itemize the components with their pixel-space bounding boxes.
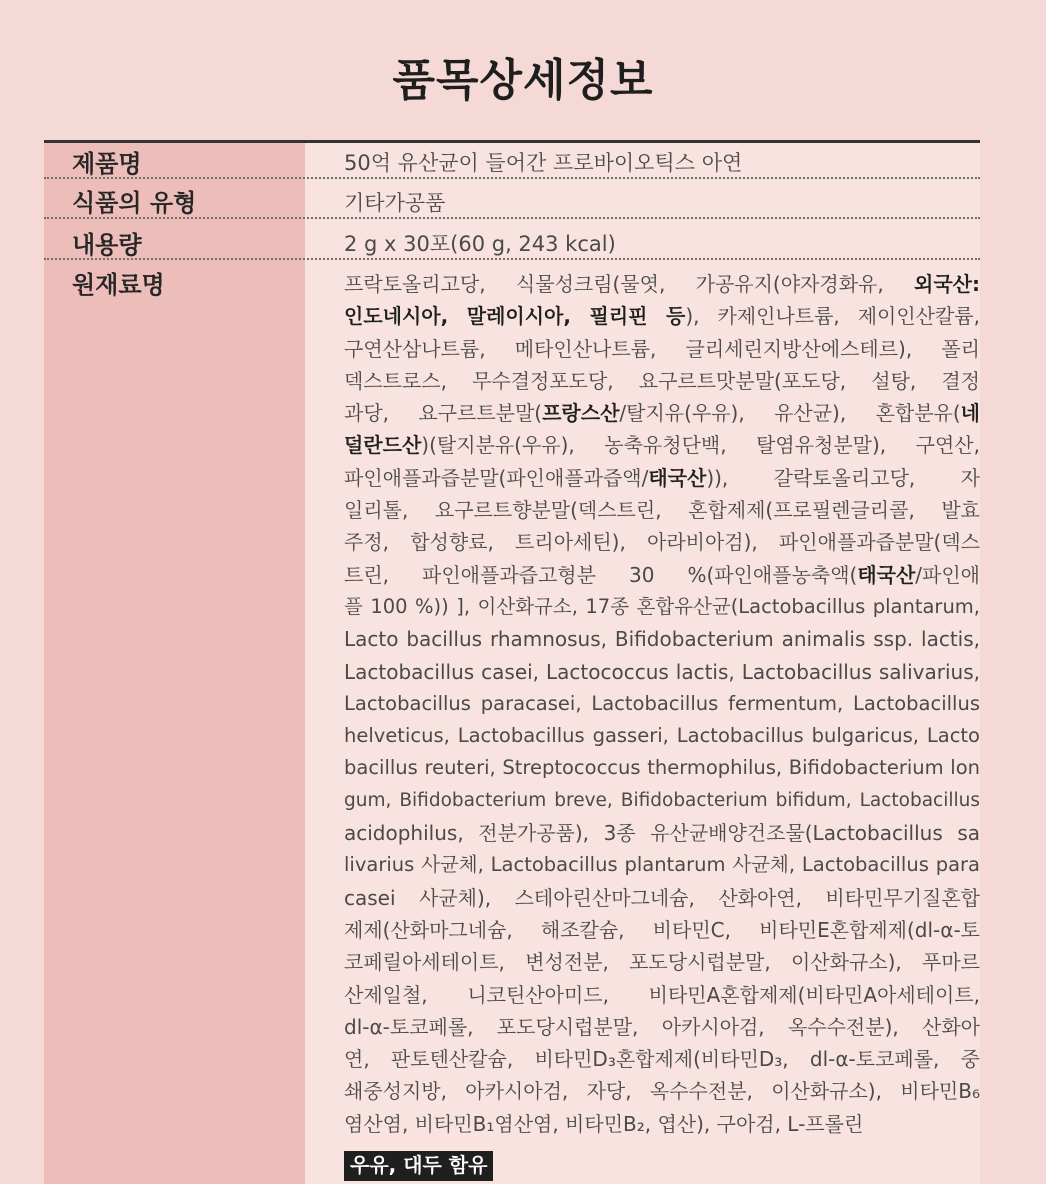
ingredient-line (344, 462, 980, 494)
product-name-value: 50억 유산균이 들어간 프로바이오틱스 아연 (344, 151, 743, 175)
ingredient-text: helveticus, Lactobacillus gasseri, Lactobacillus bulgaricus, Lacto (344, 724, 980, 748)
ingredient-line (344, 397, 980, 429)
allergen-badge: 우유, 대두 함유 (344, 1151, 493, 1181)
ingredient-line (344, 656, 980, 688)
ingredient-text: 주정, 합성향료, 트리아세틴), 아라비아검), 파인애플과즙분말(덱스 (344, 530, 980, 555)
ingredient-line (344, 333, 980, 365)
ingredient-text: ), 카제인나트륨, 제이인산칼륨, (685, 304, 980, 329)
ingredient-line (344, 300, 980, 332)
ingredient-line (344, 688, 980, 720)
ingredient-line (344, 365, 980, 397)
product-name-label: 제품명 (72, 150, 142, 178)
ingredient-text: 일리톨, 요구르트향분말(덱스트린, 혼합제제(프로필렌글리콜, 발효 (344, 498, 980, 523)
ingredient-line (344, 946, 980, 978)
ingredient-text: 파인애플과즙분말(파인애플과즙액/ (344, 465, 649, 490)
content-amount-value: 2 g x 30포(60 g, 243 kcal) (344, 232, 616, 256)
page-title: 품목상세정보 (392, 55, 654, 106)
origin-highlight: 태국산 (648, 465, 707, 490)
ingredient-text: casei 사균체), 스테아린산마그네슘, 산화아연, 비타민무기질혼합 (344, 885, 980, 910)
row-divider (44, 177, 980, 179)
ingredient-line (344, 623, 980, 655)
row-divider (44, 217, 980, 219)
ingredient-text: 제제(산화마그네슘, 해조칼슘, 비타민C, 비타민E혼합제제(dl-α-토 (344, 917, 980, 942)
ingredient-line (344, 429, 980, 461)
origin-highlight: 인도네시아, 말레이시아, 필리핀 등 (344, 304, 686, 329)
food-type-value: 기타가공품 (344, 191, 446, 215)
row-divider (44, 258, 980, 260)
ingredient-text: 프락토올리고당, 식물성크림(물엿, 가공유지(야자경화유, (344, 272, 915, 296)
ingredient-text: 연, 판토텐산칼슘, 비타민D₃혼합제제(비타민D₃, dl-α-토코페롤, 중 (344, 1047, 980, 1072)
ingredient-text: Lactobacillus casei, Lactococcus lactis, Lactobacillus salivarius, (344, 659, 980, 684)
ingredient-line (344, 914, 980, 946)
product-info-table (44, 140, 980, 1184)
ingredient-line (344, 1043, 980, 1075)
ingredient-text: 코페릴아세테이트, 변성전분, 포도당시럽분말, 이산화규소), 푸마르 (344, 950, 980, 975)
ingredient-line (344, 882, 980, 914)
ingredient-line (344, 526, 980, 558)
food-type-label: 식품의 유형 (72, 189, 197, 217)
ingredient-line (344, 785, 980, 817)
ingredient-line (344, 752, 980, 784)
origin-highlight: 태국산 (857, 562, 916, 587)
ingredient-text: 덱스트로스, 무수결정포도당, 요구르트맛분말(포도당, 설탕, 결정 (344, 368, 980, 393)
ingredients-label: 원재료명 (72, 271, 165, 299)
ingredient-text: /탈지유(우유), 유산균), 혼합분유( (619, 401, 961, 426)
ingredient-line (344, 979, 980, 1011)
origin-highlight: 네 (960, 401, 980, 426)
ingredient-text: 염산염, 비타민B₁염산염, 비타민B₂, 엽산), 구아검, L-프롤린 (344, 1111, 864, 1136)
ingredient-text: gum, Bifidobacterium breve, Bifidobacterium bifidum, Lactobacillus (344, 789, 980, 811)
ingredient-text: 산제일철, 니코틴산아미드, 비타민A혼합제제(비타민A아세테이트, (344, 982, 980, 1007)
ingredient-text: )), 갈락토올리고당, 자 (706, 465, 980, 490)
ingredient-line (344, 494, 980, 526)
origin-highlight: 외국산: (914, 272, 980, 296)
origin-highlight: 덜란드산 (344, 433, 422, 458)
ingredient-text: /파인애 (915, 562, 980, 587)
ingredient-text: livarius 사균체, Lactobacillus plantarum 사균체, Lactobacillus para (344, 853, 980, 877)
ingredients-list (344, 268, 980, 1140)
ingredient-line (344, 849, 980, 881)
ingredient-text: dl-α-토코페롤, 포도당시럽분말, 아카시아검, 옥수수전분), 산화아 (344, 1014, 980, 1039)
ingredient-line (344, 268, 980, 300)
ingredient-text: 트린, 파인애플과즙고형분 30 %(파인애플농축액( (344, 562, 858, 587)
ingredient-text: )(탈지분유(우유), 농축유청단백, 탈염유청분말), 구연산, (421, 433, 980, 458)
ingredient-text: 구연산삼나트륨, 메타인산나트륨, 글리세린지방산에스테르), 폴리 (344, 336, 980, 361)
ingredient-text: 과당, 요구르트분말( (344, 401, 543, 426)
ingredient-text: Lactobacillus paracasei, Lactobacillus fermentum, Lactobacillus (344, 691, 980, 715)
origin-highlight: 프랑스산 (542, 401, 620, 426)
ingredient-text: bacillus reuteri, Streptococcus thermophilus, Bifidobacterium lon (344, 756, 980, 780)
ingredient-line (344, 1108, 980, 1140)
ingredient-line (344, 1011, 980, 1043)
ingredient-text: 플 100 %)) ], 이산화규소, 17종 혼합유산균(Lactobacillus plantarum, (344, 594, 980, 618)
ingredient-text: acidophilus, 전분가공품), 3종 유산균배양건조물(Lactobacillus sa (344, 821, 980, 846)
ingredient-text: Lacto bacillus rhamnosus, Bifidobacterium animalis ssp. lactis, (344, 627, 980, 652)
content-amount-label: 내용량 (72, 231, 142, 259)
ingredient-line (344, 817, 980, 849)
ingredient-line (344, 591, 980, 623)
ingredient-line (344, 1075, 980, 1107)
ingredient-line (344, 559, 980, 591)
ingredient-line (344, 720, 980, 752)
ingredient-text: 쇄중성지방, 아카시아검, 자당, 옥수수전분, 이산화규소), 비타민B₆ (344, 1079, 980, 1104)
